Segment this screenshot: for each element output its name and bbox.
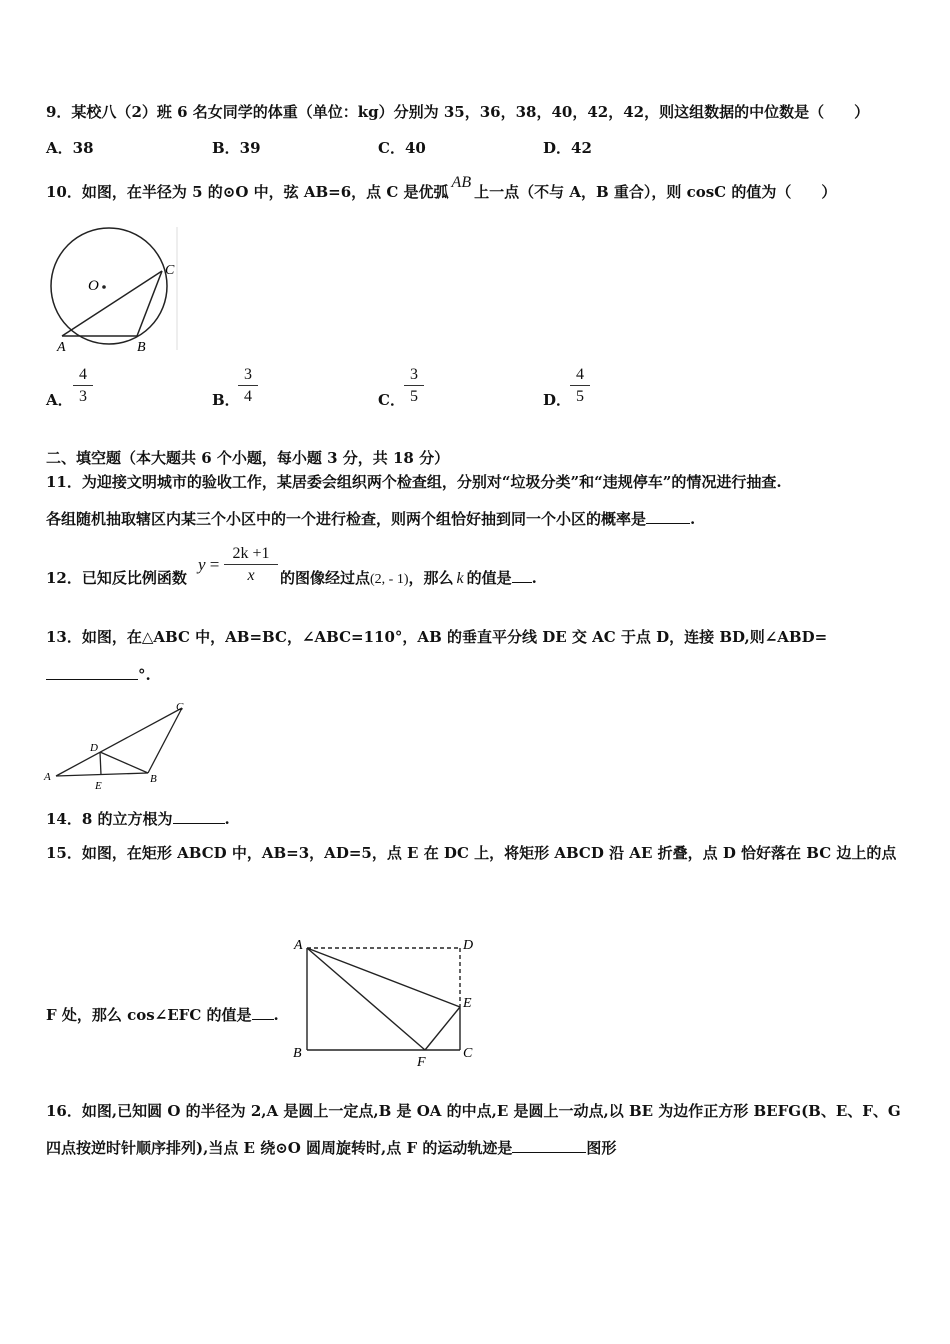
q10-arc-label: AB: [451, 174, 472, 191]
q11-answer-blank: [646, 509, 690, 524]
q10-circle-figure: [40, 225, 180, 355]
q15-line-1: 15．如图，在矩形 ABCD 中，AB=3，AD=5，点 E 在 DC 上，将矩形 ABCD 沿 AE 折叠，点 D 恰好落在 BC 边上的点: [46, 844, 897, 862]
q9-text: 9．某校八（2）班 6 名女同学的体重（单位：kg）分别为 35，36，38，40，42，42，则这组数据的中位数是（ ）: [46, 103, 870, 121]
q10-text-part1: 10．如图，在半径为 5 的⊙O 中，弦 AB=6，点 C 是优弧: [46, 183, 449, 201]
q10-option-b-den: 4: [244, 388, 252, 405]
q10-option-c-fraction: [404, 365, 424, 408]
q10-label-b: B: [137, 340, 146, 355]
q14-answer-blank: [173, 809, 225, 824]
q10-option-b-letter: B．: [212, 391, 240, 409]
q15-line-2-text: F 处，那么 cos∠EFC 的值是: [46, 1006, 252, 1024]
q15-label-f: F: [417, 1055, 426, 1070]
q14-line: [46, 809, 230, 829]
q13-answer-blank: [46, 665, 138, 680]
q12-y: y: [198, 555, 206, 574]
q10-text: [46, 174, 837, 203]
q10-option-b-num: 3: [238, 365, 258, 386]
q12-end-punct: .: [531, 569, 537, 587]
q15-rectangle-figure: [285, 930, 485, 1070]
q16-suffix: 图形: [586, 1139, 617, 1157]
q15-line-2: [46, 1005, 279, 1025]
q16-answer-blank: [512, 1138, 586, 1153]
q15-label-c: C: [463, 1046, 473, 1061]
q11-line-1: 11．为迎接文明城市的验收工作，某居委会组织两个检查组，分别对“垃圾分类”和“违规停车”的情况进行抽查.: [46, 473, 782, 491]
q12-point: (2, - 1): [370, 572, 409, 587]
q10-option-d-num: 4: [570, 365, 590, 386]
q10-option-a-den: 3: [79, 388, 87, 405]
section-2-title: 二、填空题（本大题共 6 个小题，每小题 3 分，共 18 分）: [46, 449, 450, 467]
q16-line-2: [46, 1138, 616, 1158]
q9-option-d: D．42: [543, 139, 592, 157]
q9-option-b: B．39: [212, 139, 261, 157]
q10-option-d-den: 5: [576, 388, 584, 405]
q9-option-c: C．40: [378, 139, 426, 157]
q15-label-a: A: [294, 938, 303, 953]
q13-label-b: B: [150, 773, 157, 785]
q13-label-d: D: [90, 742, 98, 754]
q10-text-part2: 上一点（不与 A，B 重合），则 cosC 的值为（ ）: [474, 183, 837, 201]
q12-numerator: 2k +1: [224, 543, 278, 565]
q13-line-1: 13．如图，在△ABC 中，AB=BC，∠ABC=110°，AB 的垂直平分线 DE 交 AC 于点 D，连接 BD,则∠ABD=: [46, 628, 828, 646]
q9-option-a: A．38: [46, 139, 94, 157]
q10-option-a-letter: A．: [46, 391, 73, 409]
q16-line-2-text: 四点按逆时针顺序排列),当点 E 绕⊙O 圆周旋转时,点 F 的运动轨迹是: [46, 1139, 513, 1157]
q10-option-d-fraction: [570, 365, 590, 408]
q10-option-c-letter: C．: [378, 391, 405, 409]
q15-end-punct: .: [273, 1006, 279, 1024]
q12-mid-text: 的图像经过点: [280, 569, 371, 587]
q13-label-c: C: [176, 701, 184, 713]
q12-answer-blank: [512, 568, 532, 583]
q12-k: k: [456, 570, 464, 587]
q12-fraction: [224, 543, 278, 587]
q15-answer-blank: [252, 1005, 274, 1020]
q15-label-b: B: [293, 1046, 302, 1061]
q10-label-o: O: [88, 278, 99, 294]
q15-label-e: E: [463, 996, 472, 1011]
q11-line-2: [46, 509, 695, 529]
q12-denominator: x: [247, 567, 255, 584]
q10-option-a-fraction: [73, 365, 93, 408]
q14-end-punct: .: [224, 810, 230, 828]
q13-triangle-figure: [40, 700, 200, 795]
q12-equals: =: [209, 555, 220, 574]
q13-label-a: A: [44, 771, 51, 783]
q15-label-d: D: [463, 938, 474, 953]
q12-comma-text: ，那么: [408, 569, 454, 587]
q10-option-b-fraction: [238, 365, 258, 408]
q12-suffix: 的值是: [466, 569, 512, 587]
q10-label-c: C: [165, 263, 175, 278]
q11-end-punct: .: [690, 510, 696, 528]
q10-label-a: A: [57, 340, 66, 355]
q10-option-c-den: 5: [410, 388, 418, 405]
q16-line-1: 16．如图,已知圆 O 的半径为 2,A 是圆上一定点,B 是 OA 的中点,E 是圆上一动点,以 BE 为边作正方形 BEFG(B、E、F、G: [46, 1102, 901, 1120]
q12-prefix: 12．已知反比例函数: [46, 569, 187, 587]
q13-line-2: [46, 665, 151, 685]
q10-option-a-num: 4: [73, 365, 93, 386]
q12-rest: [280, 568, 537, 590]
q13-label-e: E: [95, 780, 102, 792]
q13-degree: °.: [138, 666, 151, 684]
q10-option-d-letter: D．: [543, 391, 572, 409]
q12-function-lhs: [198, 555, 219, 575]
q11-line-2-text: 各组随机抽取辖区内某三个小区中的一个进行检查，则两个组恰好抽到同一个小区的概率是: [46, 510, 647, 528]
q14-text: 14．8 的立方根为: [46, 810, 173, 828]
q10-option-c-num: 3: [404, 365, 424, 386]
